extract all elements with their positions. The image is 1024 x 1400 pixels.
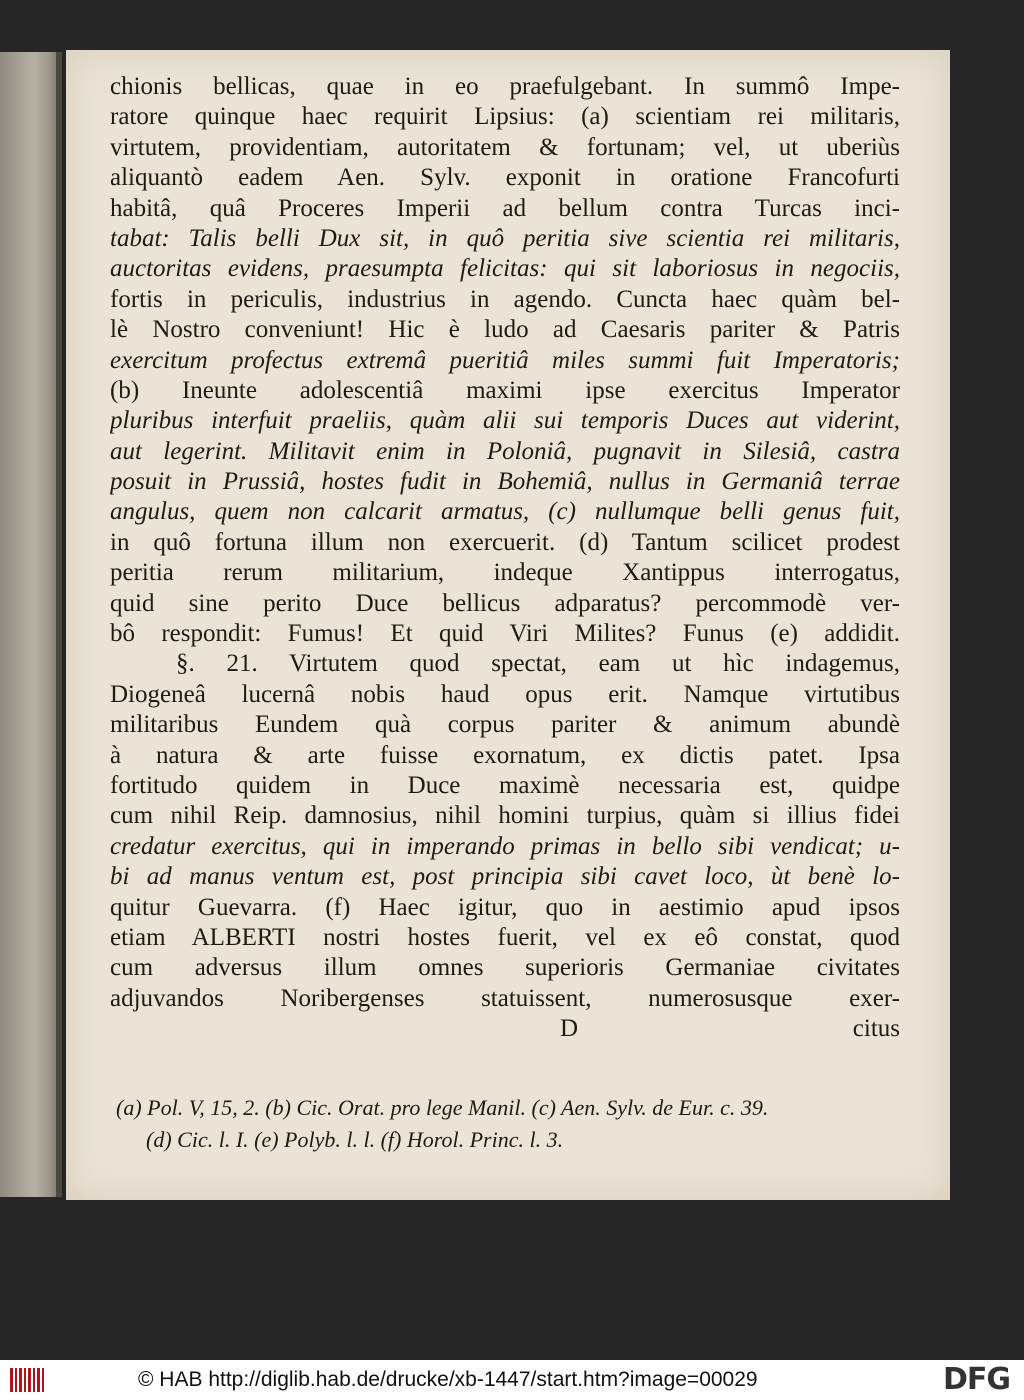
text-line: à natura & arte fuisse exornatum, ex dictis patet. Ipsa (110, 741, 900, 769)
text-line: exercitum profectus extremâ pueritiâ miles summi fuit Imperatoris; (110, 346, 900, 374)
text-line: aliquantò eadem Aen. Sylv. exponit in oratione Francofurti (110, 164, 900, 192)
text-line: cum nihil Reip. damnosius, nihil homini turpius, quàm si illius fidei (110, 802, 900, 830)
text-line: Diogeneâ lucernâ nobis haud opus erit. Namque virtutibus (110, 680, 900, 708)
dfg-logo: DFG (942, 1362, 1010, 1397)
text-line: (b) Ineunte adolescentiâ maximi ipse exercitus Imperator (110, 376, 900, 404)
text-line: bi ad manus ventum est, post principia sibi cavet loco, ùt benè lo- (110, 863, 900, 891)
text-line: §. 21. Virtutem quod spectat, eam ut hìc indagemus, (176, 650, 900, 678)
hab-logo-icon (10, 1368, 44, 1392)
text-line: pluribus interfuit praeliis, quàm alii sui temporis Duces aut viderint, (110, 407, 900, 435)
text-line: angulus, quem non calcarit armatus, (c) nullumque belli genus fuit, (110, 498, 900, 526)
text-line: bô respondit: Fumus! Et quid Viri Milites? Funus (e) addidit. (110, 620, 900, 648)
footnote-line: (d) Cic. l. I. (e) Polyb. l. l. (f) Horol. Princ. l. 3. (146, 1127, 564, 1152)
text-line: fortis in periculis, industrius in agendo. Cuncta haec quàm bel- (110, 285, 900, 313)
signature-row (110, 1014, 900, 1044)
text-line: cum adversus illum omnes superioris Germaniae civitates (110, 954, 900, 982)
text-line: in quô fortuna illum non exercuerit. (d) Tantum scilicet prodest (110, 528, 900, 556)
footer-bar (0, 1360, 1024, 1400)
signature-mark: D (560, 1015, 579, 1043)
footnote-line: (a) Pol. V, 15, 2. (b) Cic. Orat. pro lege Manil. (c) Aen. Sylv. de Eur. c. 39. (116, 1095, 769, 1120)
text-line: quitur Guevarra. (f) Haec igitur, quo in aestimio apud ipsos (110, 893, 900, 921)
book-page (66, 50, 950, 1200)
previous-page-edge (0, 52, 62, 1197)
text-line: chionis bellicas, quae in eo praefulgebant. In summô Impe- (110, 73, 900, 100)
text-line: tabat: Talis belli Dux sit, in quô peritia sive scientia rei militaris, (110, 224, 900, 252)
text-line: quid sine perito Duce bellicus adparatus? percommodè ver- (110, 589, 900, 617)
text-line: aut legerint. Militavit enim in Poloniâ, pugnavit in Silesiâ, castra (110, 437, 900, 465)
text-line: fortitudo quidem in Duce maximè necessaria est, quidpe (110, 771, 900, 799)
text-line: auctoritas evidens, praesumpta felicitas: qui sit laboriosus in negociis, (110, 255, 900, 283)
copyright-link[interactable]: © HAB http://diglib.hab.de/drucke/xb-1447/start.htm?image=00029 (138, 1368, 758, 1391)
text-line: virtutem, providentiam, autoritatem & fortunam; vel, ut uberiùs (110, 133, 900, 161)
catchword: citus (852, 1015, 900, 1043)
page-text-block (110, 72, 900, 1045)
text-line: ratore quinque haec requirit Lipsius: (a) scientiam rei militaris, (110, 103, 900, 131)
text-line: habitâ, quâ Proceres Imperii ad bellum contra Turcas inci- (110, 194, 900, 222)
text-line: etiam ALBERTI nostri hostes fuerit, vel ex eô constat, quod (110, 923, 900, 951)
text-line: peritia rerum militarium, indeque Xantippus interrogatus, (110, 559, 900, 587)
text-line: posuit in Prussiâ, hostes fudit in Bohemiâ, nullus in Germaniâ terrae (110, 468, 900, 496)
text-line: lè Nostro conveniunt! Hic è ludo ad Caesaris pariter & Patris (110, 316, 900, 344)
footnotes-block (116, 1092, 906, 1156)
text-line: militaribus Eundem quà corpus pariter & animum abundè (110, 711, 900, 739)
text-line: credatur exercitus, qui in imperando primas in bello sibi vendicat; u- (110, 832, 900, 860)
text-line: adjuvandos Noribergenses statuissent, numerosusque exer- (110, 984, 900, 1012)
